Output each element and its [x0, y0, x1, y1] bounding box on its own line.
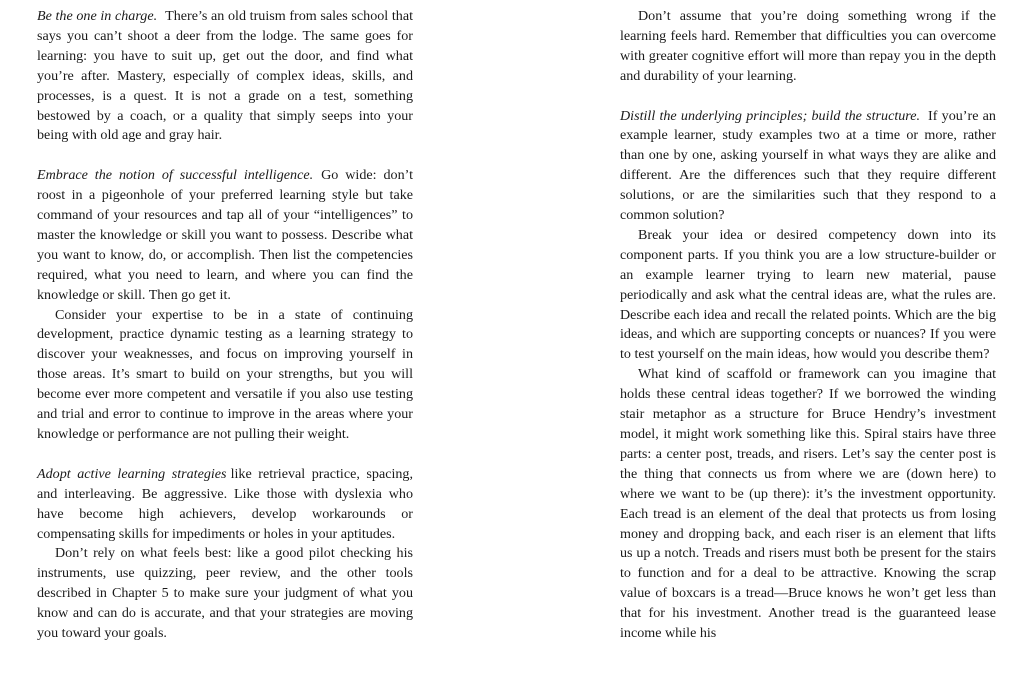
- paragraph-text: Go wide: don’t roost in a pigeonhole of your preferred learning style but take command of your resources and tap all of your “intelligences” to master the knowledge or skill you want to possess. Describe what you want to know, do, or accomplish. Then list the competencies required, what you need to learn, and where you can find the knowledge or skill. Then go get it.: [37, 167, 413, 303]
- paragraph-be-the-one-in-charge: [37, 7, 413, 146]
- paragraph-scaffold-framework: What kind of scaffold or framework can you imagine that holds these central ideas together? If we borrowed the winding stair metaphor as a structure for Bruce Hendry’s investment model, it might work something like this. Spiral stairs have three parts: a center post, treads, and risers. Let’s say the center post is the thing that connects us from where we are (down here) to where we want to be (up there): it’s the investment opportunity. Each tread is an element of the deal that protects us from losing money and dropping back, and each riser is an element that lifts us up a notch. Treads and risers must both be present for the stairs to function and for a deal to be attractive. Knowing the scrap value of boxcars is a tread—Bruce knows he won’t get less than that for his investment. Another tread is the guaranteed lease income while his: [620, 366, 996, 642]
- paragraph-lead: Be the one in charge.: [37, 8, 158, 24]
- paragraph-active-learning: [37, 465, 413, 545]
- paragraph-consider-expertise: Consider your expertise to be in a state of continuing development, practice dynamic testing as a learning strategy to discover your weaknesses, and focus on improving yourself in those areas. It’s smart to build on your strengths, but you will become ever more competent and versatile if you also use testing and trial and error to continue to improve in the areas where your knowledge or performance are not pulling their weight.: [37, 306, 413, 443]
- paragraph-break-idea-down: Break your idea or desired competency down into its component parts. If you think you are a low structure-builder or an example learner trying to learn new material, pause periodically and ask what the central ideas are, what the rules are. Describe each idea and recall the related points. Which are the big ideas, and which are supporting concepts or nuances? If you were to test yourself on the main ideas, how would you describe them?: [620, 226, 996, 363]
- right-column: [620, 7, 996, 644]
- left-column: [37, 7, 413, 644]
- paragraph-distill-principles: [620, 107, 996, 226]
- paragraph-lead: Adopt active learning strategies: [37, 465, 227, 482]
- paragraph-lead: Distill the underlying principles; build the structure.: [620, 107, 921, 124]
- paragraph-text: There’s an old truism from sales school that says you can’t shoot a deer from the lodge. The same goes for learning: you have to suit up, get out the door, and find what you’re after. Mastery, especially of complex ideas, skills, and processes, is a quest. It is not a grade on a test, something bestowed by a coach, or a quality that simply seeps into your being with old age and gray hair.: [37, 8, 414, 144]
- paragraph-text: like retrieval practice, spacing, and interleaving. Be aggressive. Like those with dyslexia who have become high achievers, develop workarounds or compensating skills for impediments or holes in your aptitudes.: [37, 465, 414, 542]
- paragraph-dont-rely-on-feels: Don’t rely on what feels best: like a good pilot checking his instruments, use quizzing, peer review, and the other tools described in Chapter 5 to make sure your judgment of what you know and can do is accurate, and that your strategies are moving you toward your goals.: [37, 545, 413, 642]
- paragraph-lead: Embrace the notion of successful intelligence.: [37, 167, 314, 184]
- paragraph-text: If you’re an example learner, study examples two at a time or more, rather than one by one, asking yourself in what ways they are alike and different. Are the differences such that they require different solutions, or are the similarities such that they respond to a common solution?: [620, 107, 996, 224]
- paragraph-dont-assume-wrong: Don’t assume that you’re doing something wrong if the learning feels hard. Remember that difficulties you can overcome with greater cognitive effort will more than repay you in the depth and durability of your learning.: [620, 8, 996, 84]
- paragraph-successful-intelligence: [37, 166, 413, 305]
